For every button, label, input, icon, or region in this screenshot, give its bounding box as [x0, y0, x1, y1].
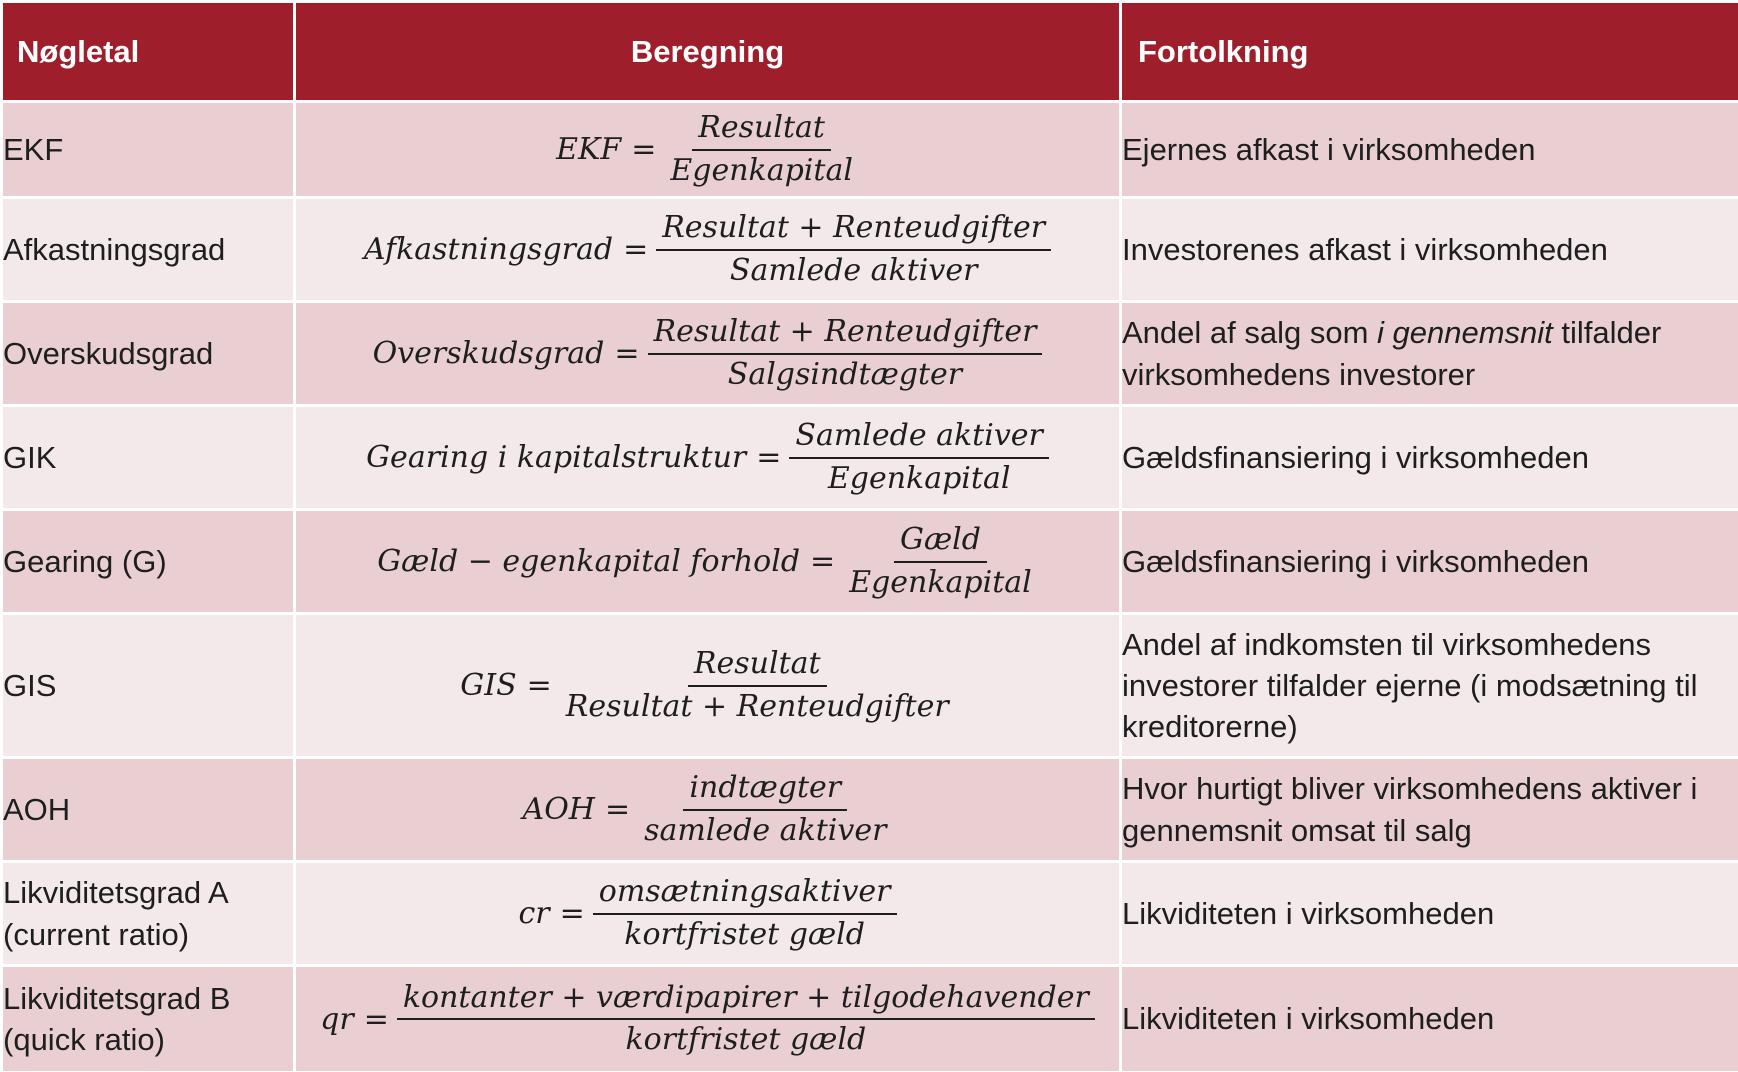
formula-lhs: Afkastningsgrad — [363, 232, 614, 267]
formula-equals: = — [559, 896, 585, 931]
row-formula — [295, 862, 1121, 966]
table-row — [2, 102, 1738, 198]
row-interpretation: Hvor hurtigt bliver virksomhedens aktiver i gennemsnit omsat til salg — [1121, 758, 1738, 862]
row-key-figure: Afkastningsgrad — [2, 198, 295, 302]
formula-fraction — [560, 647, 955, 724]
formula — [373, 315, 1043, 392]
formula-equals: = — [604, 792, 631, 827]
formula-lhs: qr — [320, 1001, 354, 1037]
formula — [320, 981, 1095, 1058]
row-formula — [295, 302, 1121, 406]
table-row — [2, 758, 1738, 862]
formula-fraction — [789, 419, 1049, 496]
row-interpretation: Gældsfinansiering i virksomheden — [1121, 510, 1738, 614]
row-key-figure: Likviditetsgrad B (quick ratio) — [2, 966, 295, 1072]
header-key-figure: Nøgletal — [2, 2, 295, 102]
formula-denominator: Egenkapital — [827, 460, 1011, 496]
row-interpretation — [1121, 302, 1738, 406]
formula-numerator: omsætningsaktiver — [593, 875, 897, 915]
row-formula — [295, 102, 1121, 198]
formula-equals: = — [810, 544, 836, 579]
formula — [377, 523, 1038, 600]
formula-numerator: Samlede aktiver — [789, 419, 1049, 459]
row-interpretation: Gældsfinansiering i virksomheden — [1121, 406, 1738, 510]
formula-equals: = — [526, 668, 552, 703]
row-key-figure: Likviditetsgrad A (current ratio) — [2, 862, 295, 966]
row-interpretation: Ejernes afkast i virksomheden — [1121, 102, 1738, 198]
formula-fraction — [593, 875, 897, 952]
formula — [364, 211, 1051, 288]
formula-denominator: Salgsindtægter — [727, 356, 963, 392]
formula-lhs: Gæld − egenkapital forhold — [377, 544, 801, 579]
formula — [460, 647, 954, 724]
header-calculation: Beregning — [295, 2, 1121, 102]
formula-denominator: kortfristet gæld — [624, 916, 865, 952]
formula-numerator: Resultat — [692, 111, 831, 151]
formula-numerator: Resultat — [688, 647, 827, 687]
formula-numerator: Resultat + Renteudgifter — [656, 211, 1051, 251]
formula-denominator: kortfristet gæld — [625, 1022, 867, 1057]
row-interpretation: Investorenes afkast i virksomheden — [1121, 198, 1738, 302]
row-key-figure: AOH — [2, 758, 295, 862]
formula-denominator: Samlede aktiver — [729, 252, 978, 288]
formula — [556, 111, 859, 188]
formula-fraction — [664, 111, 859, 188]
row-interpretation: Likviditeten i virksomheden — [1121, 966, 1738, 1072]
table-row — [2, 862, 1738, 966]
formula-numerator: kontanter + værdipapirer + tilgodehavender — [397, 981, 1095, 1021]
table-row — [2, 198, 1738, 302]
formula — [523, 771, 893, 848]
formula-numerator: Resultat + Renteudgifter — [648, 315, 1043, 355]
formula-equals: = — [631, 132, 657, 167]
formula-lhs: cr — [518, 896, 550, 931]
formula-lhs: Gearing i kapitalstruktur — [366, 440, 747, 475]
row-interpretation: Likviditeten i virksomheden — [1121, 862, 1738, 966]
formula-equals: = — [756, 440, 782, 475]
table-row — [2, 614, 1738, 758]
row-key-figure: GIK — [2, 406, 295, 510]
formula-equals: = — [614, 336, 640, 371]
table-row — [2, 302, 1738, 406]
header-interpretation: Fortolkning — [1121, 2, 1738, 102]
formula-equals: = — [363, 1001, 389, 1037]
row-formula — [295, 406, 1121, 510]
row-interpretation: Andel af indkomsten til virksomhedens investorer tilfalder ejerne (i modsætning til kreditorerne) — [1121, 614, 1738, 758]
header-row — [2, 2, 1738, 102]
formula-numerator: Gæld — [894, 523, 987, 563]
table-row — [2, 510, 1738, 614]
formula-lhs: GIS — [460, 668, 517, 703]
row-formula — [295, 198, 1121, 302]
formula-lhs: Overskudsgrad — [372, 336, 605, 371]
table-row — [2, 966, 1738, 1072]
formula-fraction — [656, 211, 1051, 288]
row-key-figure: Gearing (G) — [2, 510, 295, 614]
formula-denominator: Egenkapital — [849, 564, 1032, 600]
formula-lhs: EKF — [556, 132, 622, 167]
formula-fraction — [648, 315, 1043, 392]
formula-equals: = — [623, 232, 649, 267]
interp-text-end: tilfalder virksomhedens investorer — [1122, 315, 1662, 392]
row-key-figure: Overskudsgrad — [2, 302, 295, 406]
formula — [518, 875, 896, 952]
row-formula — [295, 758, 1121, 862]
table-row — [2, 406, 1738, 510]
formula-numerator: indtægter — [683, 771, 847, 811]
row-key-figure: GIS — [2, 614, 295, 758]
formula — [366, 419, 1049, 496]
formula-denominator: Egenkapital — [670, 152, 853, 188]
formula-fraction — [397, 981, 1095, 1058]
row-key-figure: EKF — [2, 102, 295, 198]
row-formula — [295, 966, 1121, 1072]
formula-fraction — [843, 523, 1038, 600]
formula-denominator: Resultat + Renteudgifter — [565, 688, 949, 724]
row-formula — [295, 510, 1121, 614]
formula-fraction — [638, 771, 892, 848]
formula-lhs: AOH — [522, 792, 595, 827]
formula-denominator: samlede aktiver — [644, 812, 887, 848]
interp-text-start: Andel af salg som — [1122, 315, 1378, 351]
row-formula — [295, 614, 1121, 758]
interp-text-emphasis: i gennemsnit — [1377, 315, 1553, 351]
